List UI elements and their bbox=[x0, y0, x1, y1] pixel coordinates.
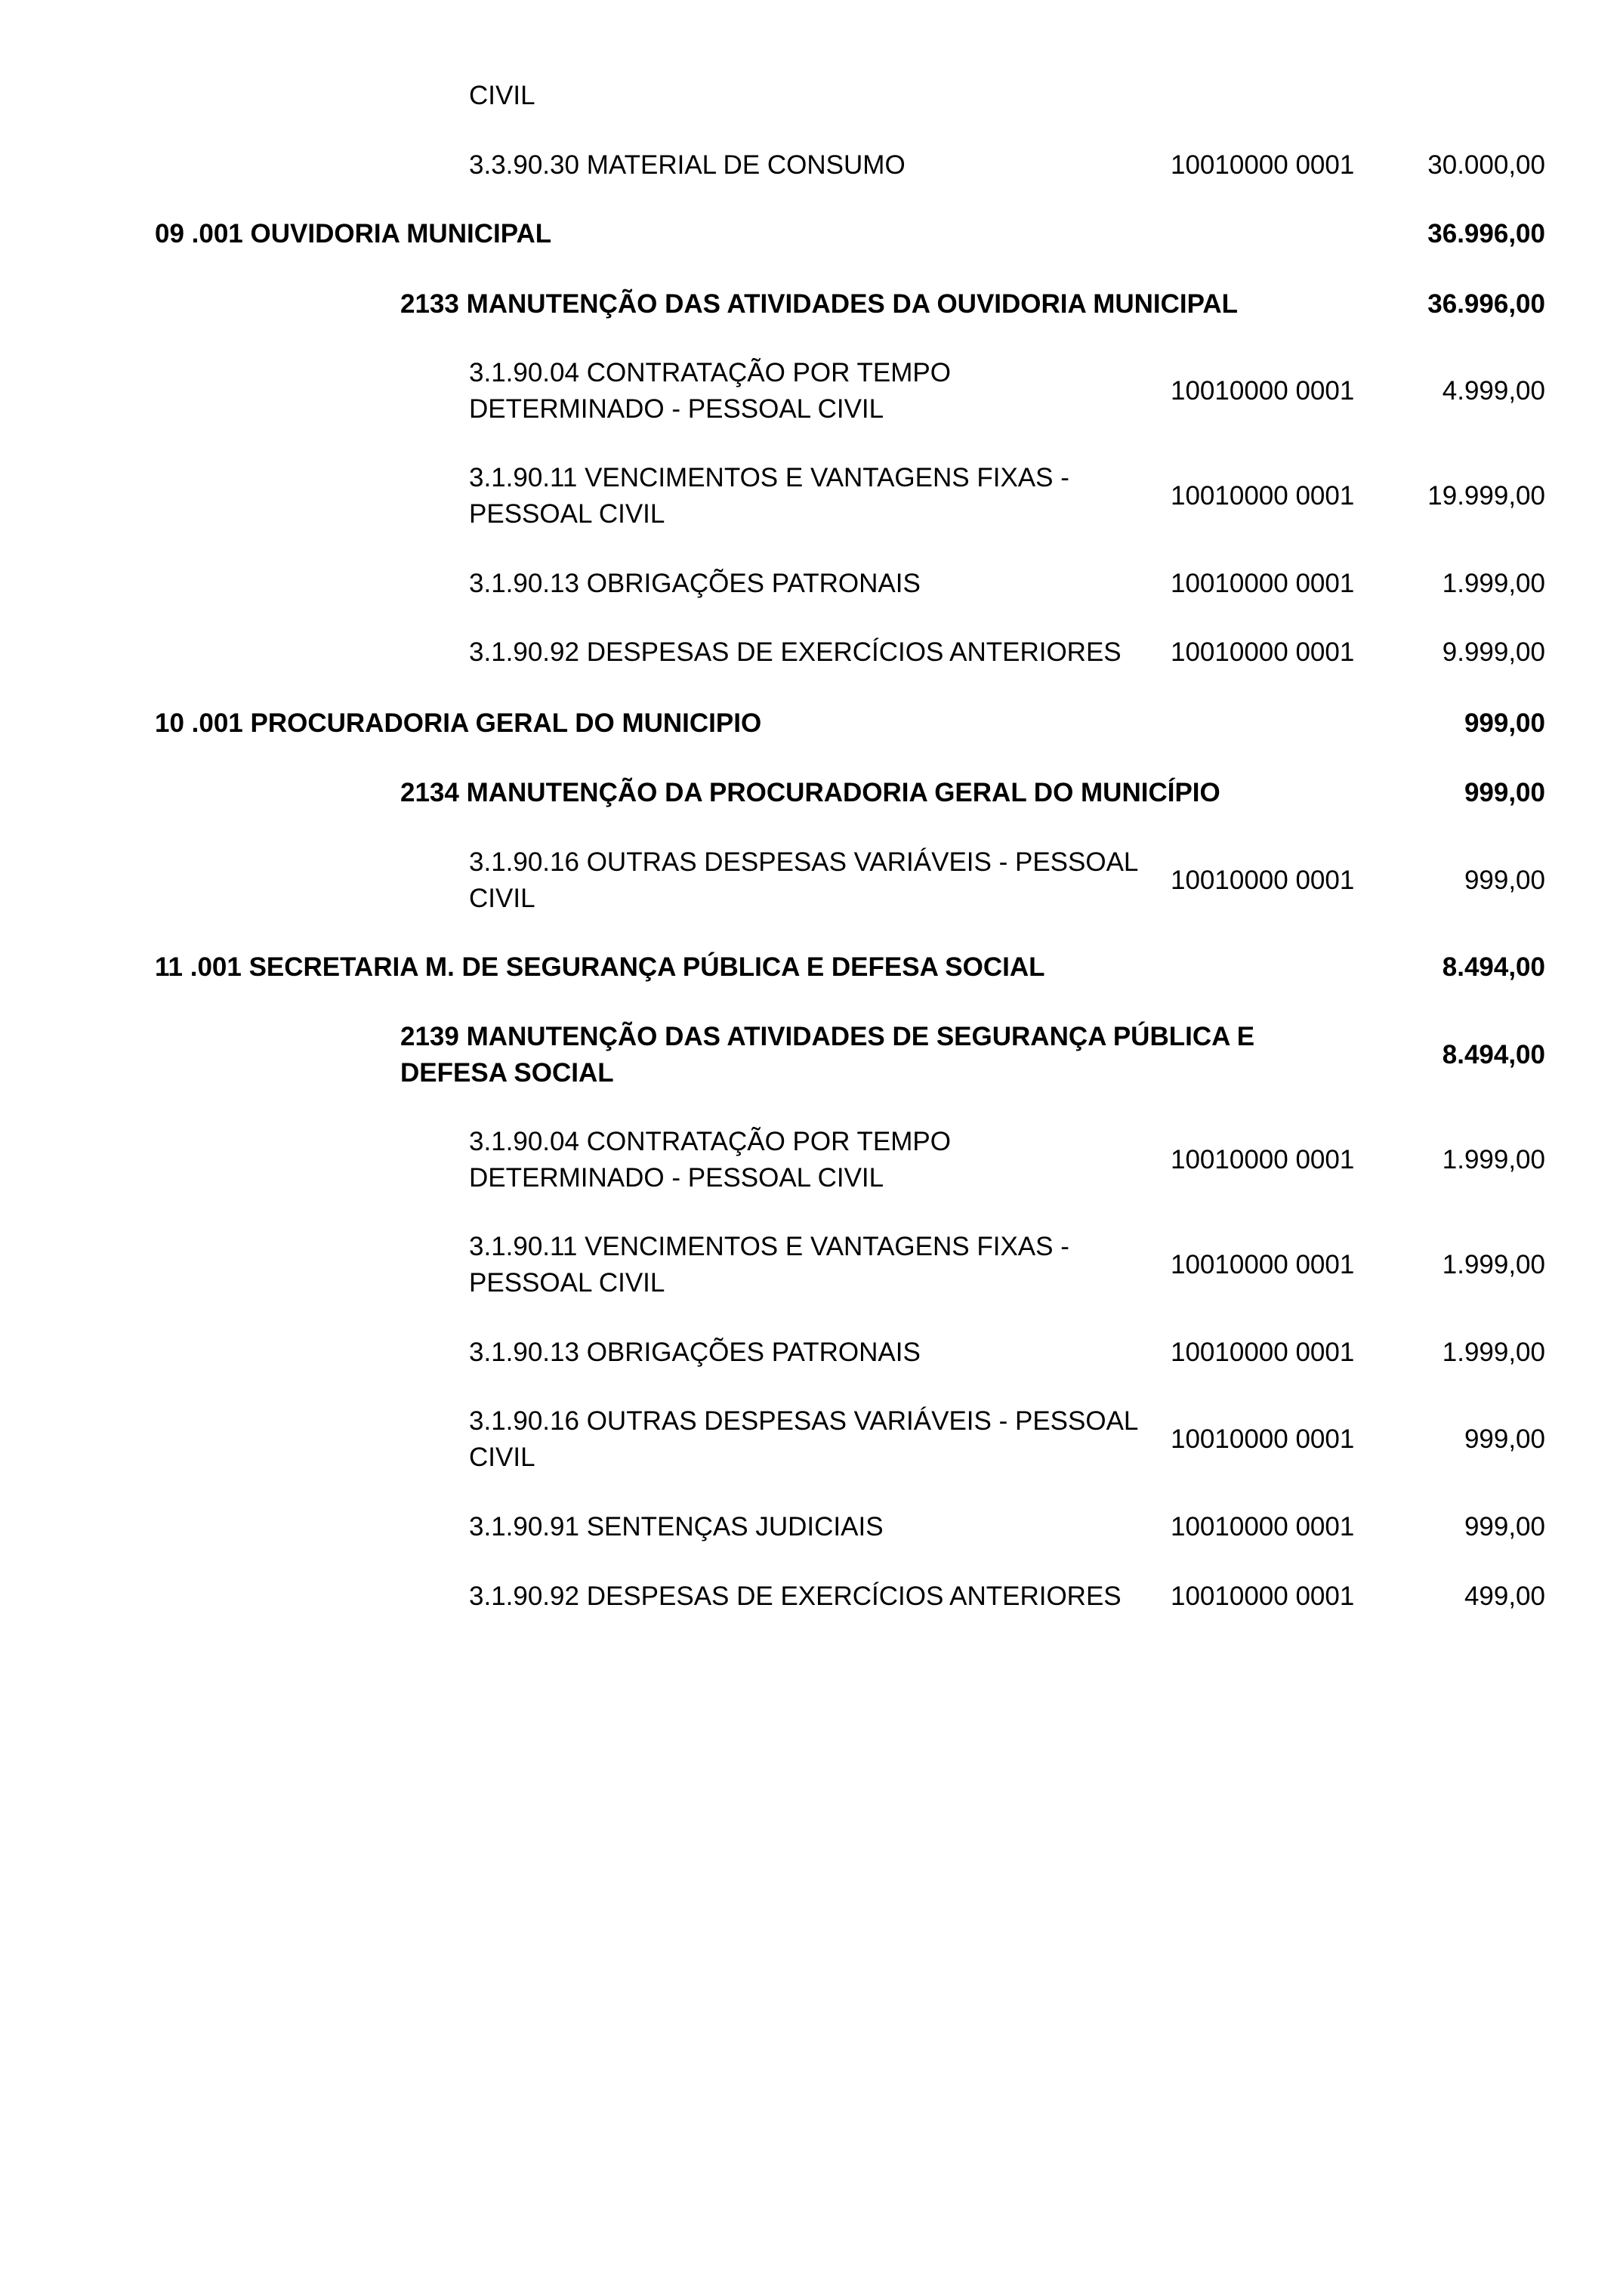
item-description: CIVIL bbox=[469, 81, 535, 110]
item-source-code: 10010000 0001 bbox=[1171, 376, 1355, 406]
item-source-code: 10010000 0001 bbox=[1171, 1338, 1355, 1367]
item-value: 4.999,00 bbox=[1442, 376, 1545, 406]
item-value: 19.999,00 bbox=[1427, 481, 1545, 511]
item-value: 499,00 bbox=[1464, 1582, 1545, 1611]
item-value: 999,00 bbox=[1464, 1424, 1545, 1454]
item-description: 3.1.90.92 DESPESAS DE EXERCÍCIOS ANTERIORES bbox=[469, 1582, 1122, 1611]
item-description: 3.1.90.16 OUTRAS DESPESAS VARIÁVEIS - PESSOAL CIVIL bbox=[469, 1406, 1138, 1472]
item-description: 3.1.90.13 OBRIGAÇÕES PATRONAIS bbox=[469, 569, 921, 598]
item-description: 3.1.90.04 CONTRATAÇÃO POR TEMPO DETERMINADO - PESSOAL CIVIL bbox=[469, 1127, 951, 1193]
item-description: 3.1.90.11 VENCIMENTOS E VANTAGENS FIXAS - PESSOAL CIVIL bbox=[469, 1232, 1069, 1298]
item-value: 9.999,00 bbox=[1442, 637, 1545, 667]
organ-title: 10 .001 PROCURADORIA GERAL DO MUNICIPIO bbox=[155, 708, 762, 738]
project-title: 2134 MANUTENÇÃO DA PROCURADORIA GERAL DO MUNICÍPIO bbox=[400, 778, 1220, 807]
item-source-code: 10010000 0001 bbox=[1171, 1424, 1355, 1454]
item-description: 3.1.90.16 OUTRAS DESPESAS VARIÁVEIS - PESSOAL CIVIL bbox=[469, 847, 1138, 913]
organ-total: 36.996,00 bbox=[1427, 219, 1545, 248]
item-source-code: 10010000 0001 bbox=[1171, 1512, 1355, 1541]
item-description: 3.1.90.13 OBRIGAÇÕES PATRONAIS bbox=[469, 1338, 921, 1367]
organ-title: 09 .001 OUVIDORIA MUNICIPAL bbox=[155, 219, 552, 248]
item-value: 1.999,00 bbox=[1442, 1338, 1545, 1367]
item-value: 1.999,00 bbox=[1442, 569, 1545, 598]
organ-total: 8.494,00 bbox=[1442, 952, 1545, 982]
item-source-code: 10010000 0001 bbox=[1171, 1145, 1355, 1174]
item-source-code: 10010000 0001 bbox=[1171, 569, 1355, 598]
item-description: 3.1.90.04 CONTRATAÇÃO POR TEMPO DETERMINADO - PESSOAL CIVIL bbox=[469, 358, 951, 424]
item-value: 999,00 bbox=[1464, 866, 1545, 895]
item-source-code: 10010000 0001 bbox=[1171, 481, 1355, 511]
project-title: 2133 MANUTENÇÃO DAS ATIVIDADES DA OUVIDORIA MUNICIPAL bbox=[400, 289, 1239, 319]
project-total: 36.996,00 bbox=[1427, 289, 1545, 319]
item-description: 3.1.90.91 SENTENÇAS JUDICIAIS bbox=[469, 1512, 884, 1541]
project-total: 999,00 bbox=[1464, 778, 1545, 807]
item-value: 1.999,00 bbox=[1442, 1250, 1545, 1279]
item-source-code: 10010000 0001 bbox=[1171, 150, 1355, 180]
item-description: 3.1.90.11 VENCIMENTOS E VANTAGENS FIXAS - PESSOAL CIVIL bbox=[469, 463, 1069, 529]
item-description: 3.1.90.92 DESPESAS DE EXERCÍCIOS ANTERIORES bbox=[469, 637, 1122, 667]
project-title: 2139 MANUTENÇÃO DAS ATIVIDADES DE SEGURANÇA PÚBLICA E DEFESA SOCIAL bbox=[400, 1022, 1255, 1088]
item-value: 999,00 bbox=[1464, 1512, 1545, 1541]
item-source-code: 10010000 0001 bbox=[1171, 1582, 1355, 1611]
item-source-code: 10010000 0001 bbox=[1171, 637, 1355, 667]
organ-title: 11 .001 SECRETARIA M. DE SEGURANÇA PÚBLICA E DEFESA SOCIAL bbox=[155, 952, 1045, 982]
item-description: 3.3.90.30 MATERIAL DE CONSUMO bbox=[469, 150, 906, 180]
project-total: 8.494,00 bbox=[1442, 1040, 1545, 1069]
organ-total: 999,00 bbox=[1464, 708, 1545, 738]
item-source-code: 10010000 0001 bbox=[1171, 1250, 1355, 1279]
item-value: 30.000,00 bbox=[1427, 150, 1545, 180]
item-source-code: 10010000 0001 bbox=[1171, 866, 1355, 895]
item-value: 1.999,00 bbox=[1442, 1145, 1545, 1174]
